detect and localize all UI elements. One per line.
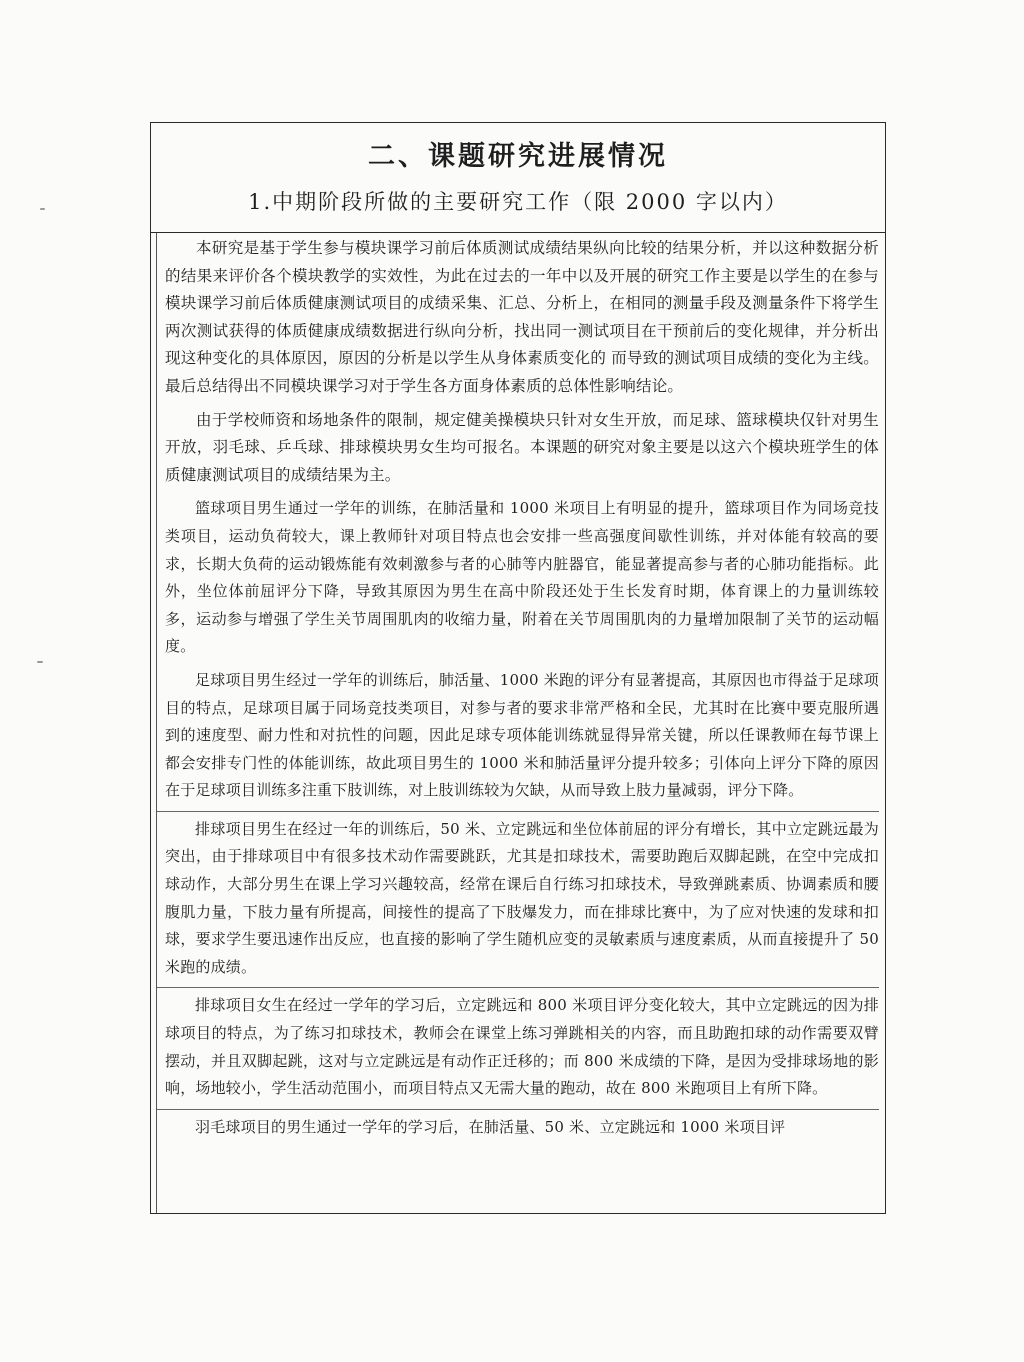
paragraph-3: 篮球项目男生通过一学年的训练，在肺活量和 1000 米项目上有明显的提升，篮球项目作为同场竞技类项目，运动负荷较大，课上教师针对项目特点也会安排一些高强度间歇性训练，并对体能有较高的要求，长期大负荷的运动锻炼能有效刺激参与者的心肺等内脏器官，能显著提高参与者的心肺功能指标。此外，坐位体前屈评分下降，导致其原因为男生在高中阶段还处于生长发育时期，体育课上的力量训练较多，运动参与增强了学生关节周围肌肉的收缩力量，附着在关节周围肌肉的力量增加限制了关节的运动幅度。 xyxy=(165,499,879,656)
scan-speck xyxy=(37,661,43,663)
report-form-box xyxy=(150,122,886,1214)
paragraph-1: 本研究是基于学生参与模块课学习前后体质测试成绩结果纵向比较的结果分析，并以这种数据分析的结果来评价各个模块教学的实效性，为此在过去的一年中以及开展的研究工作主要是以学生的在参与模块课学习前后体质健康测试项目的成绩采集、汇总、分析上，在相同的测量手段及测量条件下将学生两次测试获得的体质健康成绩数据进行纵向分析，找出同一测试项目在干预前后的变化规律，并分析出现这种变化的具体原因，原因的分析是以学生从身体素质变化的 而导致的测试项目成绩的变化为主线。最后总结得出不同模块课学习对于学生各方面身体素质的总体性影响结论。 xyxy=(165,239,879,395)
paragraph-4: 足球项目男生经过一学年的训练后，肺活量、1000 米跑的评分有显著提高，其原因也市得益于足球项目的特点，足球项目属于同场竞技类项目，对参与者的要求非常严格和全民，尤其时在比赛中要克服所遇到的速度型、耐力性和对抗性的问题，因此足球专项体能训练就显得异常关键，所以任课教师在每节课上都会安排专门性的体能训练，故此项目男生的 1000 米和肺活量评分提升较多；引体向上评分下降的原因在于足球项目训练多注重下肢训练，对上肢训练较为欠缺，从而导致上肢力量减弱，评分下降。 xyxy=(165,670,879,800)
scan-speck xyxy=(40,208,45,210)
paragraph-2: 由于学校师资和场地条件的限制，规定健美操模块只针对女生开放，而足球、篮球模块仅针对男生开放，羽毛球、乒乓球、排球模块男女生均可报名。本课题的研究对象主要是以这六个模块班学生的体质健康测试项目的成绩结果为主。 xyxy=(165,410,879,484)
paragraph-5: 排球项目男生在经过一年的训练后，50 米、立定跳远和坐位体前屈的评分有增长，其中立定跳远最为突出，由于排球项目中有很多技术动作需要跳跃，尤其是扣球技术，需要助跑后双脚起跳，在空中完成扣球动作，大部分男生在课上学习兴趣较高，经常在课后自行练习扣球技术，导致弹跳素质、协调素质和腰腹肌力量，下肢力量有所提高，间接性的提高了下肢爆发力，而在排球比赛中，为了应对快速的发球和扣球，要求学生要迅速作出反应，也直接的影响了学生随机应变的灵敏素质与速度素质，从而直接提升了 50 米跑的成绩。 xyxy=(165,819,879,976)
section-subtitle: 1.中期阶段所做的主要研究工作（限 2000 字以内） xyxy=(248,190,788,214)
paragraph-6: 排球项目女生在经过一学年的学习后，立定跳远和 800 米项目评分变化较大，其中立定跳远的因为排球项目的特点，为了练习扣球技术，教师会在课堂上练习弹跳相关的内容，而且助跑扣球的动作需要双臂摆动，并且双脚起跳，这对与立定跳远是有动作正迁移的；而 800 米成绩的下降，是因为受排球场地的影响，场地较小，学生活动范围小，而项目特点又无需大量的跑动，故在 800 米跑项目上有所下降。 xyxy=(165,996,879,1098)
divider-line xyxy=(157,811,879,812)
divider-line xyxy=(157,1109,879,1110)
divider-line xyxy=(157,987,879,988)
paragraph-7: 羽毛球项目的男生通过一学年的学习后，在肺活量、50 米、立定跳远和 1000 米项目评 xyxy=(195,1117,786,1136)
content-area xyxy=(156,233,885,1213)
section-title: 二、课题研究进展情况 xyxy=(368,141,668,172)
section-header xyxy=(151,123,885,233)
